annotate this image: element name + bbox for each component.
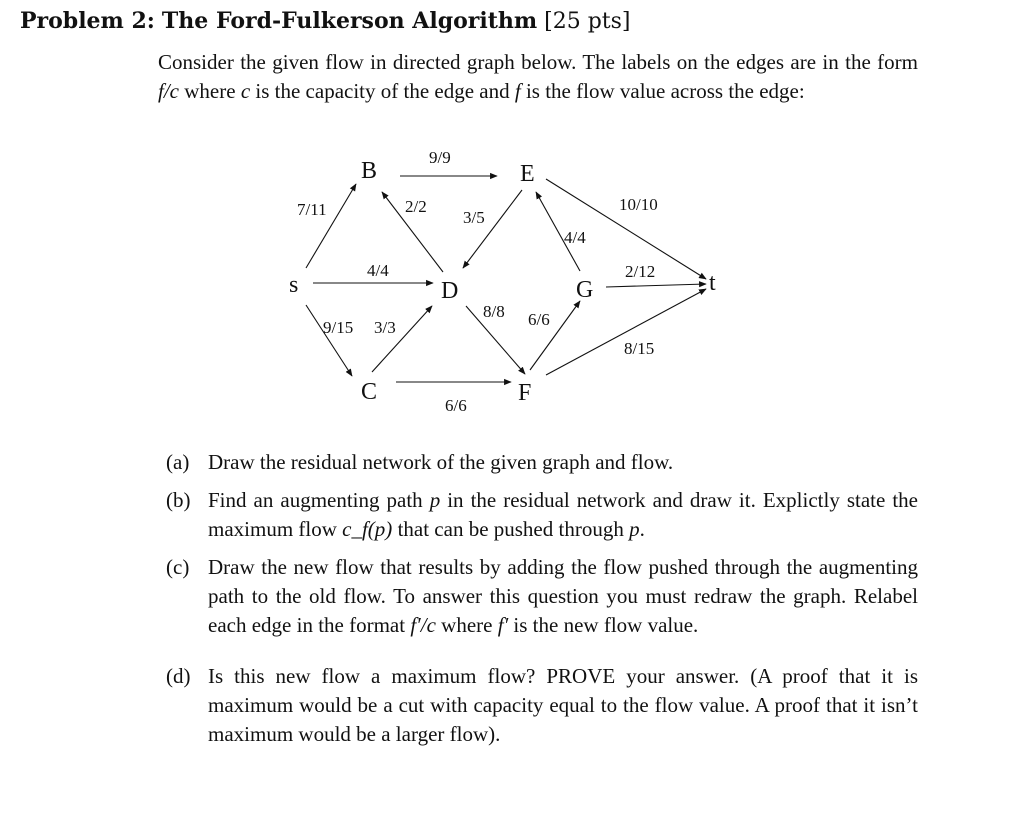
math-fprime-c: f′/c [410,613,436,637]
edge-label-s-B: 7/11 [297,200,327,219]
edge-label-s-D: 4/4 [367,261,389,280]
question-list [166,448,918,758]
edge-label-D-B: 2/2 [405,197,427,216]
intro-text-3: is the capacity of the edge and [250,79,515,103]
edge-label-s-C: 9/15 [323,318,354,337]
node-s: s [289,272,299,298]
edge-label-D-F: 8/8 [483,302,505,321]
intro-math-fc: f/c [158,79,179,103]
node-C: C [361,379,378,405]
intro-text-4: is the flow value across the edge: [520,79,805,103]
question-label: (d) [166,664,191,688]
math-fprime: f′ [497,613,509,637]
problem-points: [25 pts] [544,9,631,34]
edge-C-D [372,306,432,372]
question-text: that can be pushed through [392,517,630,541]
node-F: F [518,380,532,406]
edge-label-C-D: 3/3 [374,318,396,337]
problem-number: Problem 2: [20,8,155,34]
intro-text-1: Consider the given flow in directed graph below. The labels on the edges are in the form [158,50,918,74]
question-text: Is this new flow a maximum flow? PROVE your answer. (A proof that it is maximum would be a cut with capacity equal to the flow value. A proof that it isn’t maximum would be a larger flow). [208,664,918,746]
edge-label-G-E: 4/4 [564,228,586,247]
intro-math-f: f [514,79,521,103]
question-label: (c) [166,555,190,579]
question-text: is the new flow value. [508,613,699,637]
edge-label-F-G: 6/6 [528,310,550,329]
node-G: G [576,277,594,303]
math-p: p [429,488,441,512]
problem-name: The Ford-Fulkerson Algorithm [161,8,538,34]
question-text: . [639,517,645,541]
node-B: B [361,158,378,184]
question-b [166,486,918,544]
intro-math-c: c [240,79,251,103]
edge-label-F-t: 8/15 [624,339,655,358]
edge-G-t [606,284,706,287]
edge-label-B-E: 9/9 [429,148,451,167]
question-c [166,553,918,640]
edge-s-B [306,184,356,268]
question-text: Draw the new flow that results by adding the flow pushed through the augmenting path to the old flow. To answer this question you must redraw the graph. Relabel each edge in the format [208,555,918,637]
math-p: p [629,517,640,541]
edge-label-E-t: 10/10 [619,195,658,214]
intro-text-2: where [179,79,241,103]
edge-label-E-D: 3/5 [463,208,485,227]
node-t: t [709,270,716,296]
question-label: (b) [166,488,191,512]
question-text: where [435,613,498,637]
edge-label-C-F: 6/6 [445,396,467,415]
question-text: Find an augmenting path [208,488,430,512]
edge-E-D [463,190,522,268]
edge-label-G-t: 2/12 [625,262,656,281]
question-a [166,448,918,477]
edge-F-t [546,289,706,375]
question-text: Draw the residual network of the given graph and flow. [208,450,674,474]
question-label: (a) [166,450,190,474]
node-D: D [441,278,459,304]
edge-s-C [306,305,352,376]
question-d [166,662,918,749]
question-text: in the residual network and draw it. Explictly state the maximum flow [208,488,918,541]
math-cf-p: c_f(p) [342,517,393,541]
node-E: E [520,161,535,187]
